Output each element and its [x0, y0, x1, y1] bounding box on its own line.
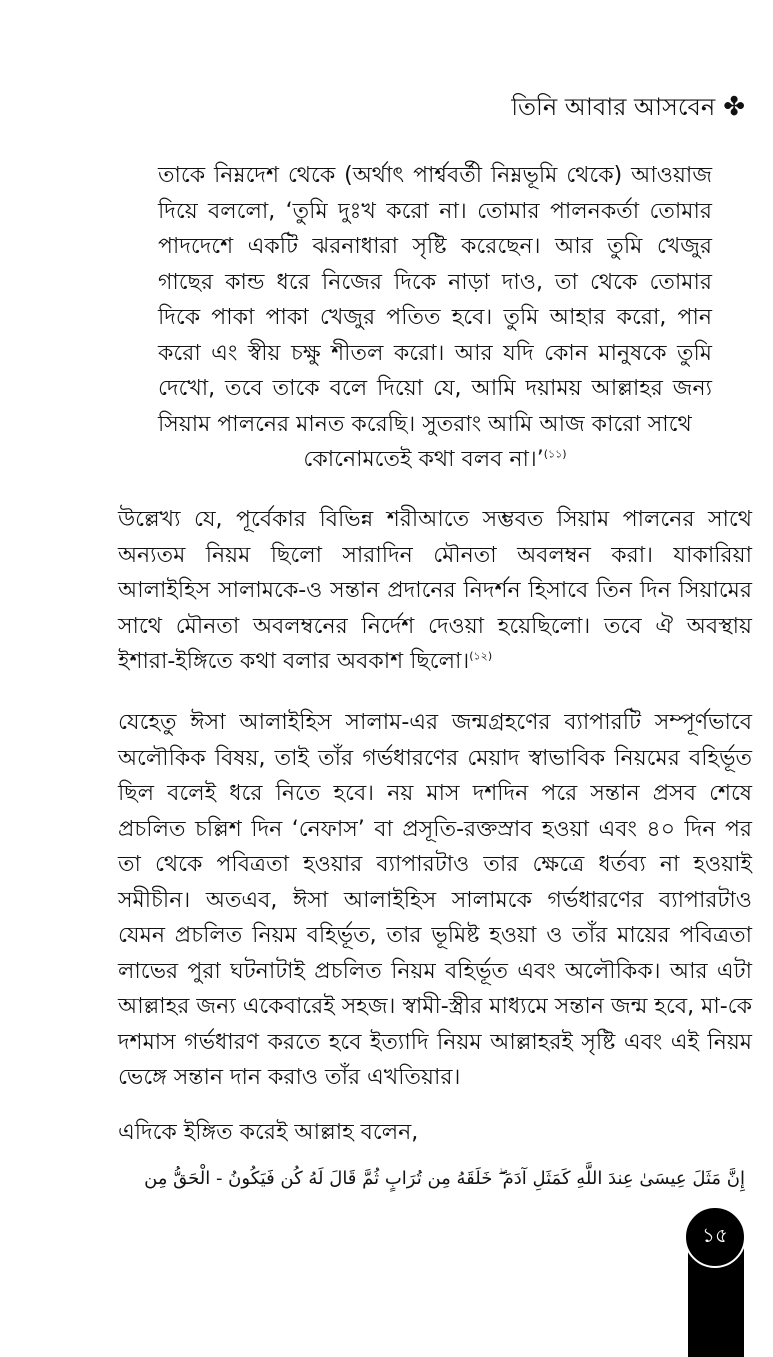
quoted-verse-translation [158, 158, 712, 478]
running-header [511, 92, 745, 122]
paragraph-text: উল্লেখ্য যে, পূর্বেকার বিভিন্ন শরীআতে সম্ভবত সিয়াম পালনের সাথে অন্যতম নিয়ম ছিলো সারাদিন মৌনতা অবলম্বন করা। যাকারিয়া আলাইহিস সালামকে-ও সন্তান প্রদানের নিদর্শন হিসাবে তিন দিন সিয়ামের সাথে মৌনতা অবলম্বনের নির্দেশ দেওয়া হয়েছিলো। তবে ঐ অবস্থায় ইশারা-ইঙ্গিতে কথা বলার অবকাশ ছিলো। [118, 507, 752, 674]
quote-last-line [158, 442, 712, 478]
paragraph-allah-says [118, 1115, 752, 1151]
page-number-badge [684, 1206, 746, 1268]
page-number: ১৫ [702, 1222, 728, 1247]
quote-text: তাকে নিম্নদেশ থেকে (অর্থাৎ পার্শ্ববর্তী নিম্নভূমি থেকে) আওয়াজ দিয়ে বললো, ‘তুমি দুঃখ করো না। তোমার পালনকর্তা তোমার পাদদেশে একটি ঝরনাধারা সৃষ্টি করেছেন। আর তুমি খেজুর গাছের কান্ড ধরে নিজের দিকে নাড়া দাও, তা থেকে তোমার দিকে পাকা পাকা খেজুর পতিত হবে। তুমি আহার করো, পান করো এং স্বীয় চক্ষু শীতল করো। আর যদি কোন মানুষকে তুমি দেখো, তবে তাকে বলে দিয়ো যে, আমি দয়াময় আল্লাহর জন্য সিয়াম পালনের মানত করেছি। সুতরাং আমি আজ কারো সাথে [158, 163, 712, 437]
footnote-marker-12: (১২) [469, 649, 493, 663]
paragraph-miraculous-birth [118, 705, 752, 1096]
footnote-marker-11: (১১) [543, 447, 567, 461]
paragraph-text: এদিকে ইঙ্গিত করেই আল্লাহ বলেন, [118, 1120, 419, 1145]
paragraph-text: যেহেতু ঈসা আলাইহিস সালাম-এর জন্মগ্রহণের ব্যাপারটি সম্পূর্ণভাবে অলৌকিক বিষয়, তাই তাঁর গর্ভধারণের মেয়াদ স্বাভাবিক নিয়মের বহির্ভূত ছিল বলেই ধরে নিতে হবে। নয় মাস দশদিন পরে সন্তান প্রসব শেষে প্রচলিত চল্লিশ দিন ‘নেফাস’ বা প্রসূতি-রক্তস্রাব হওয়া এবং ৪০ দিন পর তা থেকে পবিত্রতা হওয়ার ব্যাপারটাও তার ক্ষেত্রে ধর্তব্য না হওয়াই সমীচীন। অতএব, ঈসা আলাইহিস সালামকে গর্ভধারণের ব্যাপারটাও যেমন প্রচলিত নিয়ম বহির্ভূত, তার ভূমিষ্ট হওয়া ও তাঁর মায়ের পবিত্রতা লাভের পুরা ঘটনাটাই প্রচলিত নিয়ম বহির্ভূত এবং অলৌকিক। আর এটা আল্লাহর জন্য একেবারেই সহজ। স্বামী-স্ত্রীর মাধ্যমে সন্তান জন্ম হবে, মা-কে দশমাস গর্ভধারণ করতে হবে ইত্যাদি নিয়ম আল্লাহরই সৃষ্টি এবং এই নিয়ম ভেঙ্গে সন্তান দান করাও তাঁর এখতিয়ার। [118, 710, 752, 1090]
arabic-quran-verse: إِنَّ مَثَلَ عِيسَىٰ عِندَ اللَّهِ كَمَثَلِ آدَمَ ۖ خَلَقَهُ مِن تُرَابٍ ثُمَّ قَالَ لَهُ كُن فَيَكُونُ - الْحَقُّ مِن [144, 1168, 745, 1189]
running-header-title: তিনি আবার আসবেন [511, 93, 716, 121]
flower-ornament-icon: ✤ [723, 92, 745, 122]
paragraph-fasting-silence [118, 502, 752, 680]
quote-last-line-text: কোনোমতেই কথা বলব না।’ [303, 447, 544, 472]
